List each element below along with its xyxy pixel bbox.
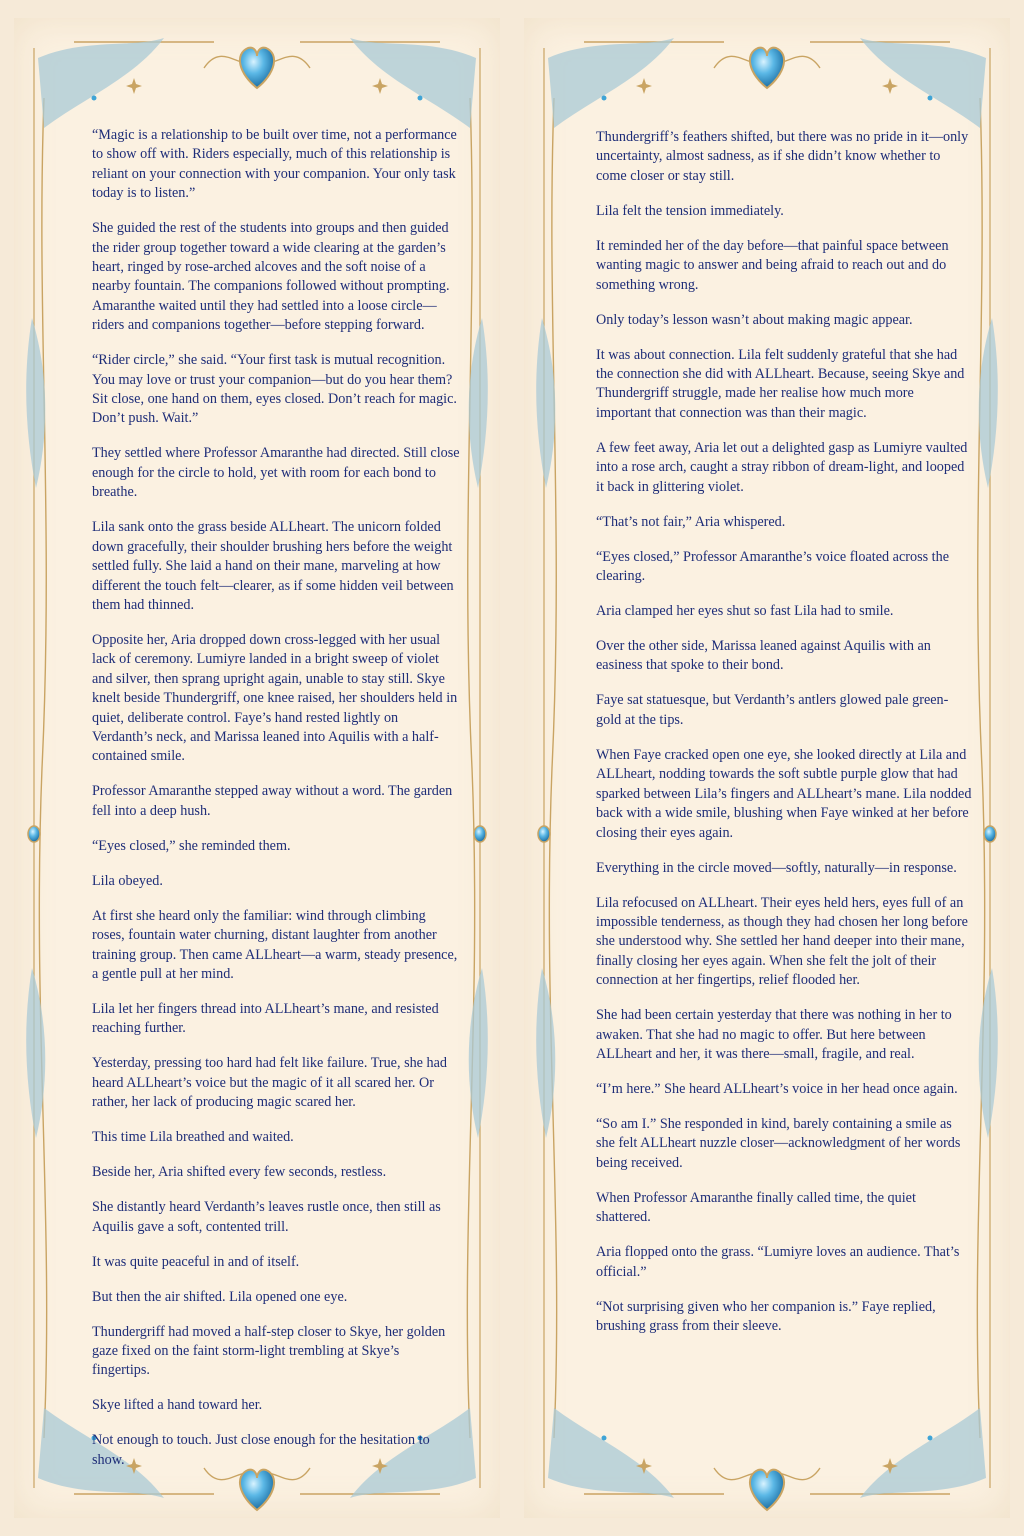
paragraph: Lila obeyed. <box>92 872 163 889</box>
heart-gem-icon <box>240 48 274 88</box>
paragraph: She distantly heard Verdanth’s leaves rustle once, then still as Aquilis gave a soft, contented trill. <box>92 1199 441 1235</box>
paragraph: Skye lifted a hand toward her. <box>92 1397 263 1414</box>
paragraph: Thundergriff’s feathers shifted, but there was no pride in it—only uncertainty, almost sadness, as if she didn’t know whether to come closer or stay still. <box>596 129 969 184</box>
paragraph: Only today’s lesson wasn’t about making magic appear. <box>596 311 913 328</box>
sparkle-icon <box>372 78 388 94</box>
paragraph: Lila felt the tension immediately. <box>596 202 784 219</box>
feather-icon <box>548 1408 674 1498</box>
oval-gem-icon <box>538 826 550 842</box>
heart-gem-icon <box>750 48 784 88</box>
feather-icon <box>860 38 986 128</box>
sparkle-icon <box>882 78 898 94</box>
paragraph: Faye sat statuesque, but Verdanth’s antlers glowed pale green-gold at the tips. <box>596 692 949 728</box>
paragraph: When Professor Amaranthe finally called time, the quiet shattered. <box>596 1189 916 1226</box>
paragraph: “That’s not fair,” Aria whispered. <box>596 513 786 530</box>
paragraph: When Faye cracked open one eye, she looked directly at Lila and ALLheart, nodding towards the soft subtle purple glow that had sparked between Lila’s fingers and ALLheart’s mane. Lila nodded back with a wide smile, blushing when Faye winked at her before closing their eyes again. <box>596 746 972 841</box>
heart-gem-icon <box>750 1470 784 1510</box>
left-page <box>14 18 500 1518</box>
oval-gem-icon <box>474 826 486 842</box>
paragraph: But then the air shifted. Lila opened one eye. <box>92 1288 348 1305</box>
paragraph: “I’m here.” She heard ALLheart’s voice in her head once again. <box>596 1080 958 1097</box>
paragraph: “Eyes closed,” Professor Amaranthe’s voice floated across the clearing. <box>596 548 949 585</box>
paragraph: Over the other side, Marissa leaned against Aquilis with an easiness that spoke to their bond. <box>596 638 931 674</box>
paragraph: Opposite her, Aria dropped down cross-legged with her usual lack of ceremony. Lumiyre landed in a bright sweep of violet and silver, then sprang upright again, unable to stay still. Skye knelt beside Thundergriff, one knee raised, her shoulders held in quiet, deliberate control. Faye’s hand rested lightly on Verdanth’s neck, and Marissa leaned into Aquilis with a half-contained smile. <box>92 631 458 765</box>
paragraph: “Eyes closed,” she reminded them. <box>92 837 291 854</box>
paragraph: It was quite peaceful in and of itself. <box>92 1253 300 1270</box>
oval-gem-icon <box>28 826 40 842</box>
paragraph: “Magic is a relationship to be built over time, not a performance to show off with. Riders especially, much of this relationship is reliant on your connection with your companion. Your only task today is to listen.” <box>92 127 457 202</box>
paragraph: Beside her, Aria shifted every few seconds, restless. <box>92 1164 387 1181</box>
right-page-text <box>596 128 972 1352</box>
paragraph: Lila sank onto the grass beside ALLheart. The unicorn folded down gracefully, their shoulder brushing hers before the weight settled fully. She laid a hand on their mane, marveling at how different the touch felt—clearer, as if some hidden veil between them had thinned. <box>92 519 454 613</box>
sparkle-icon <box>636 78 652 94</box>
paragraph: “Not surprising given who her companion is.” Faye replied, brushing grass from their sleeve. <box>596 1298 936 1334</box>
paragraph: It was about connection. Lila felt suddenly grateful that she had the connection she did with ALLheart. Because, seeing Skye and Thundergriff struggle, made her realise how much more important that connection was than their magic. <box>596 346 965 421</box>
paragraph: It reminded her of the day before—that painful space between wanting magic to answer and being afraid to reach out and do something wrong. <box>596 237 949 293</box>
feather-icon <box>860 1408 986 1498</box>
left-page-text <box>92 126 460 1486</box>
paragraph: Professor Amaranthe stepped away without a word. The garden fell into a deep hush. <box>92 783 453 819</box>
feather-icon <box>38 38 164 128</box>
paragraph: She guided the rest of the students into groups and then guided the rider group together toward a wide clearing at the garden’s heart, ringed by rose-arched alcoves and the soft noise of a nearby fountain. The companions followed without prompting. Amaranthe waited until they had settled into a loose circle—riders and companions together—before stepping forward. <box>92 220 450 334</box>
paragraph: “So am I.” She responded in kind, barely containing a smile as she felt ALLheart nuzzle closer—acknowledgment of her words being received. <box>596 1115 961 1171</box>
right-page <box>524 18 1010 1518</box>
paragraph: “Rider circle,” she said. “Your first task is mutual recognition. You may love or trust your companion—but do you hear them? Sit close, one hand on them, eyes closed. Don’t reach for magic. Don’t push. Wait.” <box>92 352 457 427</box>
oval-gem-icon <box>984 826 996 842</box>
paragraph: Aria clamped her eyes shut so fast Lila had to smile. <box>596 603 894 620</box>
paragraph: Thundergriff had moved a half-step closer to Skye, her golden gaze fixed on the faint storm-light trembling at Skye’s fingertips. <box>92 1323 446 1379</box>
feather-icon <box>350 38 476 128</box>
paragraph: Lila refocused on ALLheart. Their eyes held hers, eyes full of an impossible tenderness, as though they had chosen her long before she understood why. She settled her hand deeper into their mane, finally closing her eyes again. When she felt the jolt of their connection at her fingertips, relief flooded her. <box>596 894 968 989</box>
sparkle-icon <box>126 78 142 94</box>
paragraph: Everything in the circle moved—softly, naturally—in response. <box>596 859 957 876</box>
paragraph: She had been certain yesterday that there was nothing in her to awaken. That she had no magic to offer. But here between ALLheart and her, it was there—small, fragile, and real. <box>596 1007 952 1062</box>
paragraph: At first she heard only the familiar: wind through climbing roses, fountain water churning, distant laughter from another training group. Then came ALLheart—a warm, steady presence, a gentle pull at her mind. <box>92 907 458 982</box>
paragraph: Lila let her fingers thread into ALLheart’s mane, and resisted reaching further. <box>92 1000 439 1037</box>
paragraph: They settled where Professor Amaranthe had directed. Still close enough for the circle to hold, yet with room for each bond to breathe. <box>92 445 460 501</box>
paragraph: Aria flopped onto the grass. “Lumiyre loves an audience. That’s official.” <box>596 1244 960 1280</box>
paragraph: Not enough to touch. Just close enough for the hesitation to show. <box>92 1432 430 1468</box>
feather-icon <box>548 38 674 128</box>
paragraph: This time Lila breathed and waited. <box>92 1129 294 1146</box>
paragraph: Yesterday, pressing too hard had felt like failure. True, she had heard ALLheart’s voice but the magic of it all scared her. Or rather, her lack of producing magic scared her. <box>92 1055 448 1111</box>
paragraph: A few feet away, Aria let out a delighted gasp as Lumiyre vaulted into a rose arch, caught a stray ribbon of dream-light, and looped it back in glittering violet. <box>596 439 968 495</box>
